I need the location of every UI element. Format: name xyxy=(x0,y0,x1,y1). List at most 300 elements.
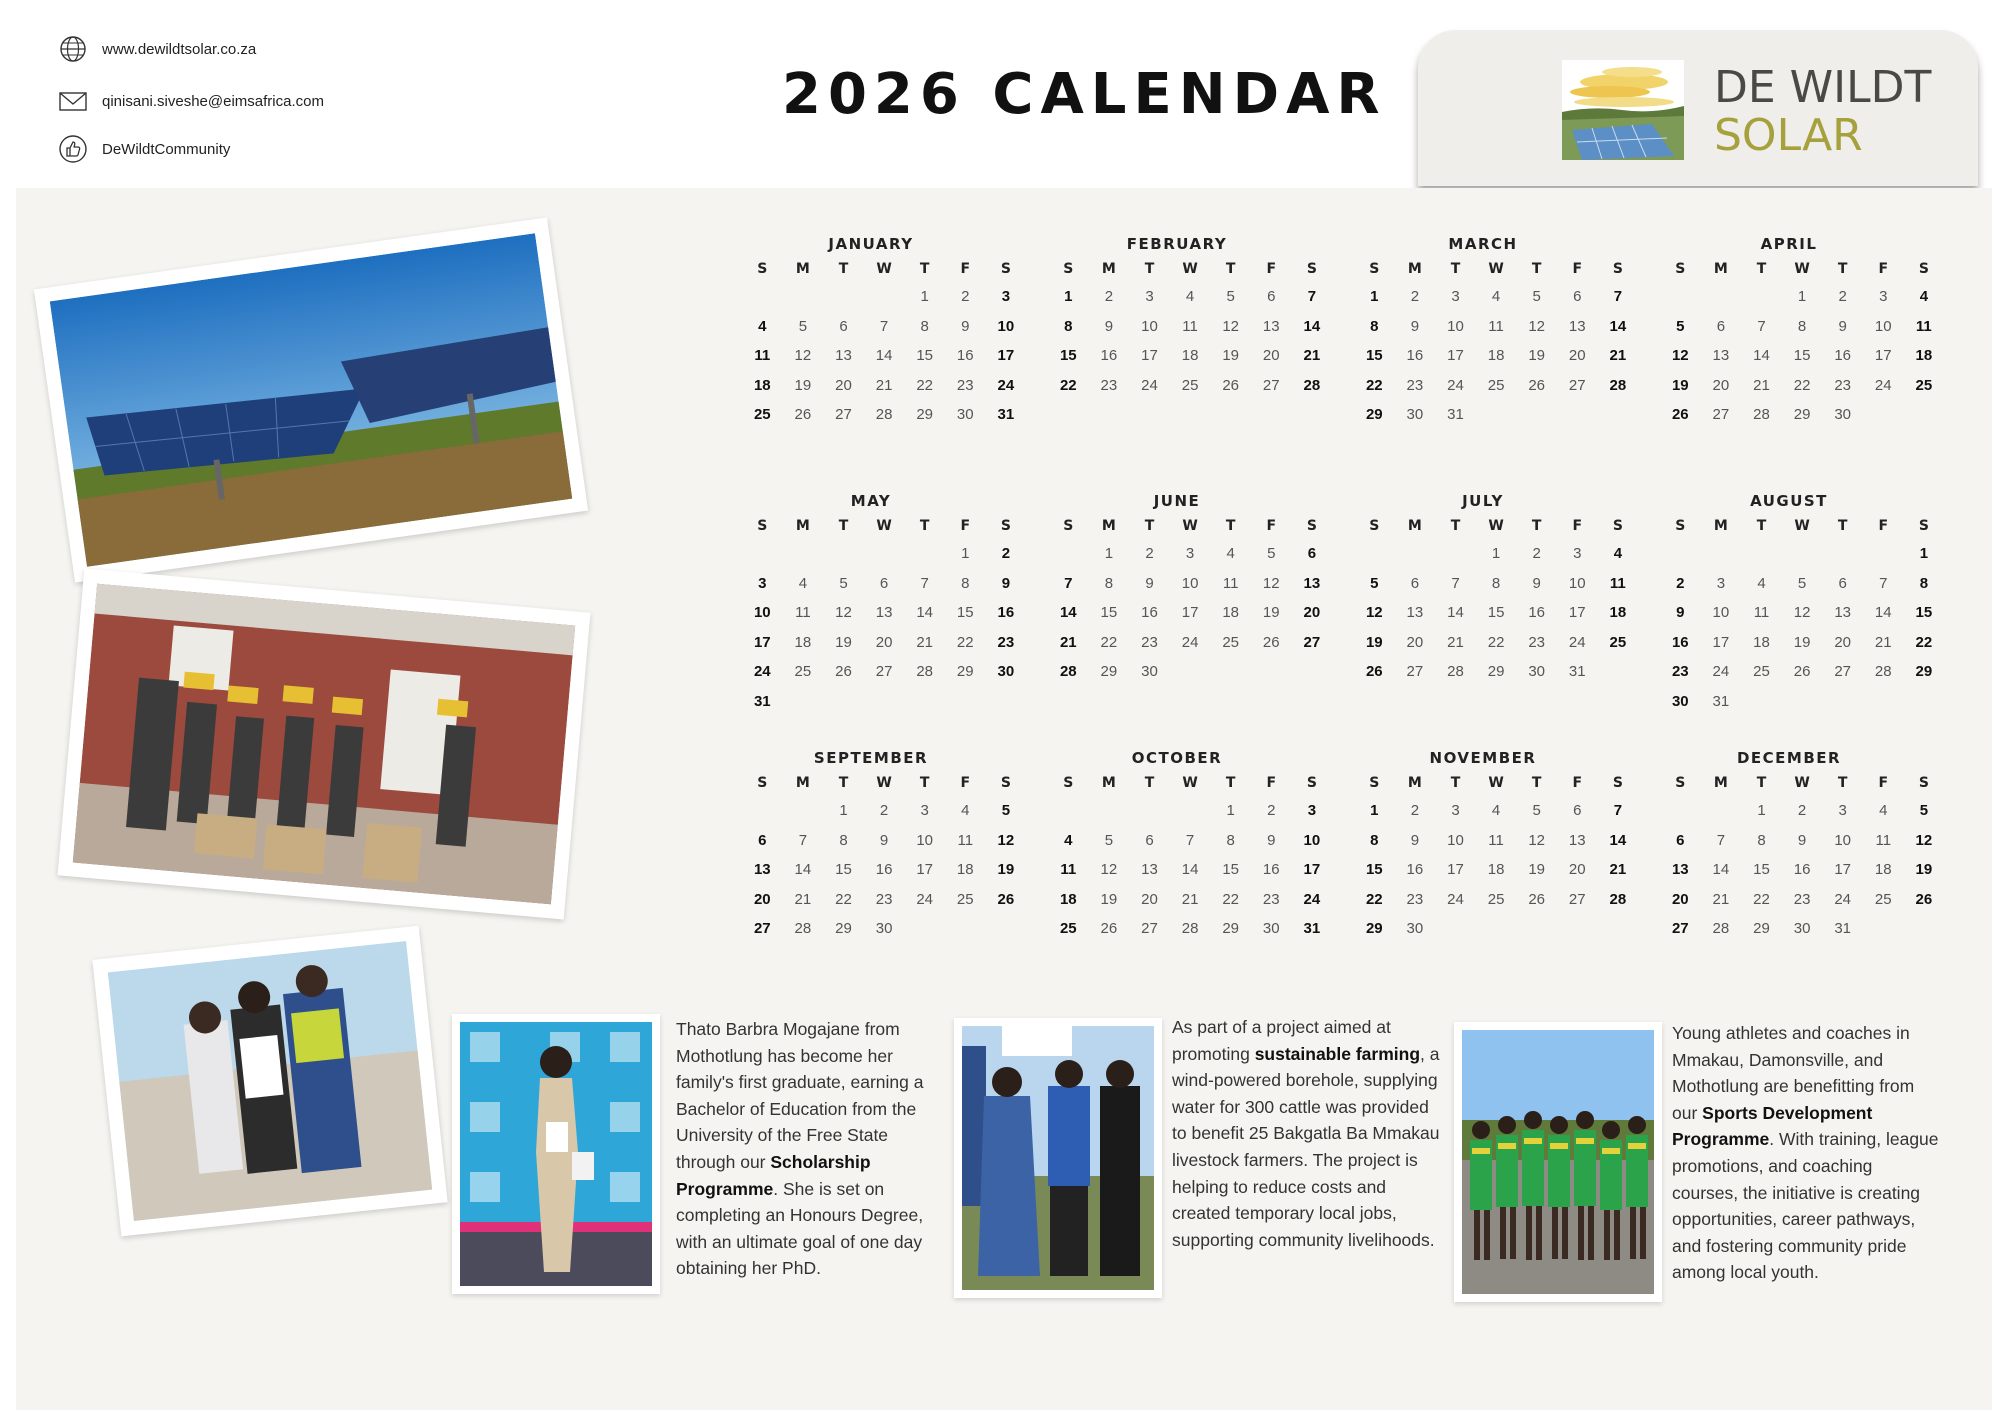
day-cell: 30 xyxy=(1406,920,1424,938)
day-cell: 15 xyxy=(1793,347,1811,365)
day-cell: 18 xyxy=(1181,347,1199,365)
day-cell: 10 xyxy=(1568,574,1586,592)
day-cell: 17 xyxy=(916,861,934,879)
month-grid xyxy=(1048,256,1321,400)
weekday-header: W xyxy=(1488,775,1504,791)
day-cell: 25 xyxy=(1059,920,1077,938)
weekday-header: T xyxy=(838,775,849,791)
day-cell: 19 xyxy=(1528,861,1546,879)
day-cell: 26 xyxy=(1222,376,1240,394)
day-cell: 21 xyxy=(1181,890,1199,908)
day-cell: 4 xyxy=(1757,574,1766,592)
day-cell: 27 xyxy=(1834,663,1852,681)
graduate-photo xyxy=(452,1014,660,1294)
day-cell: 29 xyxy=(1487,663,1505,681)
day-cell: 25 xyxy=(956,890,974,908)
day-cell: 10 xyxy=(997,317,1015,335)
weekday-header: M xyxy=(1713,518,1728,534)
day-cell: 6 xyxy=(1307,545,1317,562)
day-cell: 11 xyxy=(1060,861,1077,879)
day-cell: 8 xyxy=(1064,317,1073,335)
day-cell: 24 xyxy=(1834,890,1852,908)
day-cell: 15 xyxy=(1100,604,1118,622)
day-cell: 23 xyxy=(1528,633,1546,651)
weekday-header: W xyxy=(1182,261,1198,277)
day-cell: 8 xyxy=(1491,574,1501,592)
story-text: , a wind-powered borehole, supplying water for 300 cattle was provided to benefit 25 Bakgatla Ba Mmakau livestock farmers. The project is helping to reduce costs and created temporary local jobs, supporting community livelihoods. xyxy=(1172,1043,1440,1250)
day-cell: 22 xyxy=(1915,633,1933,651)
day-cell: 31 xyxy=(753,692,771,710)
day-cell: 21 xyxy=(1609,861,1627,879)
weekday-header: S xyxy=(1612,775,1623,791)
month-grid xyxy=(742,256,1015,430)
weekday-header: S xyxy=(1063,261,1074,277)
weekday-header: T xyxy=(1144,518,1155,534)
email-link[interactable]: qinisani.siveshe@eimsafrica.com xyxy=(102,92,324,110)
empty-day xyxy=(1660,282,1701,312)
day-cell: 22 xyxy=(956,633,974,651)
month-april xyxy=(1660,232,1933,430)
day-cell: 5 xyxy=(1532,802,1541,819)
month-name: MARCH xyxy=(1448,235,1518,253)
weekday-header: T xyxy=(919,775,930,791)
story-text: Thato Barbra Mogajane from Mothotlung has become her family's first graduate, earning a Bachelor of Education from the University of the Free State through our xyxy=(676,1019,924,1172)
weekday-header: S xyxy=(1918,261,1929,277)
empty-day xyxy=(1048,539,1089,569)
day-cell: 10 xyxy=(916,831,934,849)
day-cell: 13 xyxy=(1834,604,1852,622)
day-cell: 3 xyxy=(1001,288,1011,305)
day-cell: 13 xyxy=(1712,347,1730,365)
empty-day xyxy=(904,539,945,569)
day-cell: 12 xyxy=(835,604,852,622)
day-cell: 16 xyxy=(1406,347,1424,365)
day-cell: 8 xyxy=(961,574,970,592)
day-cell: 28 xyxy=(1874,663,1892,681)
empty-day xyxy=(1089,796,1130,826)
day-cell: 19 xyxy=(997,861,1015,879)
day-cell: 24 xyxy=(1712,663,1730,681)
day-cell: 30 xyxy=(1262,920,1280,938)
day-cell: 6 xyxy=(1676,831,1685,849)
day-cell: 4 xyxy=(1919,288,1929,305)
weekday-header: S xyxy=(1369,261,1380,277)
day-cell: 7 xyxy=(1716,831,1726,849)
logo-line-2: SOLAR xyxy=(1714,110,1863,161)
empty-day xyxy=(864,539,905,569)
day-cell: 14 xyxy=(1609,317,1627,335)
weekday-header: T xyxy=(838,261,849,277)
day-cell: 18 xyxy=(1609,604,1627,622)
day-cell: 18 xyxy=(794,633,812,651)
day-cell: 21 xyxy=(1447,633,1464,651)
day-cell: 19 xyxy=(1222,347,1240,365)
weekday-header: S xyxy=(1063,775,1074,791)
day-cell: 29 xyxy=(1793,406,1811,424)
story-farming xyxy=(1172,1014,1442,1253)
day-cell: 21 xyxy=(1303,347,1321,365)
weekday-header: M xyxy=(795,775,810,791)
day-cell: 5 xyxy=(1267,545,1276,562)
day-cell: 2 xyxy=(1145,545,1154,562)
weekday-header: W xyxy=(1794,261,1810,277)
day-cell: 2 xyxy=(1001,545,1011,562)
story-highlight: Scholarship Programme xyxy=(676,1151,871,1199)
day-cell: 6 xyxy=(1410,574,1420,592)
day-cell: 7 xyxy=(879,317,889,335)
empty-day xyxy=(742,796,783,826)
month-may xyxy=(742,489,1015,717)
day-cell: 23 xyxy=(1141,633,1158,651)
day-cell: 19 xyxy=(1100,890,1118,908)
month-name: JULY xyxy=(1462,492,1504,510)
day-cell: 23 xyxy=(956,376,974,394)
day-cell: 1 xyxy=(839,802,848,819)
day-cell: 28 xyxy=(794,920,812,938)
weekday-header: W xyxy=(876,261,892,277)
story-text: . She is set on completing an Honours Degree, with an ultimate goal of one day obtaining her PhD. xyxy=(676,1178,924,1279)
day-cell: 31 xyxy=(1303,920,1321,938)
weekday-header: S xyxy=(1612,518,1623,534)
day-cell: 7 xyxy=(920,574,929,592)
day-cell: 12 xyxy=(1365,604,1383,622)
day-cell: 21 xyxy=(1712,890,1730,908)
day-cell: 18 xyxy=(1487,347,1505,365)
day-cell: 9 xyxy=(1104,317,1114,335)
day-cell: 10 xyxy=(1834,831,1852,849)
empty-day xyxy=(1395,539,1436,569)
day-cell: 20 xyxy=(875,633,893,651)
day-cell: 7 xyxy=(798,831,808,849)
day-cell: 25 xyxy=(1609,633,1627,651)
weekday-header: M xyxy=(1407,261,1422,277)
day-cell: 11 xyxy=(1222,574,1239,592)
website-link[interactable]: www.dewildtsolar.co.za xyxy=(102,40,257,58)
day-cell: 6 xyxy=(758,831,767,849)
day-cell: 27 xyxy=(1262,376,1280,394)
day-cell: 7 xyxy=(1613,288,1623,305)
day-cell: 26 xyxy=(1528,890,1546,908)
day-cell: 7 xyxy=(1451,574,1460,592)
month-september xyxy=(742,746,1015,944)
day-cell: 20 xyxy=(1568,347,1586,365)
empty-day xyxy=(742,282,783,312)
month-name: FEBRUARY xyxy=(1126,235,1228,253)
weekday-header: T xyxy=(1225,261,1236,277)
day-cell: 1 xyxy=(1226,802,1235,819)
day-cell: 26 xyxy=(1915,890,1933,908)
weekday-header: T xyxy=(1837,518,1848,534)
day-cell: 5 xyxy=(1001,802,1011,819)
envelope-icon xyxy=(58,86,88,116)
day-cell: 24 xyxy=(1181,633,1199,651)
day-cell: 23 xyxy=(1793,890,1811,908)
day-cell: 29 xyxy=(1915,663,1933,681)
day-cell: 29 xyxy=(1753,920,1770,938)
day-cell: 5 xyxy=(1104,831,1114,849)
page-title: 2026 CALENDAR xyxy=(782,62,1387,127)
weekday-header: T xyxy=(1450,775,1461,791)
weekday-header: T xyxy=(1837,261,1848,277)
day-cell: 23 xyxy=(1100,376,1118,394)
day-cell: 21 xyxy=(794,890,812,908)
day-cell: 8 xyxy=(1104,574,1114,592)
day-cell: 19 xyxy=(835,633,852,651)
day-cell: 27 xyxy=(835,406,852,424)
day-cell: 19 xyxy=(1915,861,1933,879)
day-cell: 1 xyxy=(1370,802,1379,819)
day-cell: 14 xyxy=(1874,604,1892,622)
day-cell: 9 xyxy=(1410,317,1420,335)
empty-day xyxy=(1129,796,1170,826)
weekday-header: W xyxy=(1488,518,1504,534)
day-cell: 16 xyxy=(1141,604,1158,622)
day-cell: 18 xyxy=(1915,347,1933,365)
day-cell: 2 xyxy=(1104,288,1114,305)
day-cell: 22 xyxy=(835,890,852,908)
weekday-header: W xyxy=(1182,518,1198,534)
school-donation-photo xyxy=(58,568,591,919)
day-cell: 3 xyxy=(1451,802,1460,819)
weekday-header: T xyxy=(1144,775,1155,791)
month-name: JUNE xyxy=(1153,492,1201,510)
day-cell: 16 xyxy=(1671,633,1689,651)
day-cell: 3 xyxy=(758,574,767,592)
weekday-header: T xyxy=(1837,775,1848,791)
month-july xyxy=(1354,489,1627,687)
day-cell: 16 xyxy=(1406,861,1424,879)
day-cell: 23 xyxy=(1262,890,1280,908)
empty-day xyxy=(1741,282,1782,312)
day-cell: 12 xyxy=(1671,347,1689,365)
empty-day xyxy=(1863,539,1904,569)
weekday-header: F xyxy=(960,518,971,534)
day-cell: 20 xyxy=(753,890,771,908)
empty-day xyxy=(783,282,824,312)
day-cell: 17 xyxy=(1303,861,1321,879)
day-cell: 24 xyxy=(1874,376,1892,394)
website-contact[interactable] xyxy=(58,34,256,64)
day-cell: 23 xyxy=(1406,890,1424,908)
weekday-header: S xyxy=(1000,775,1011,791)
weekday-header: S xyxy=(1306,261,1317,277)
day-cell: 8 xyxy=(839,831,848,849)
day-cell: 15 xyxy=(1222,861,1240,879)
day-cell: 16 xyxy=(1100,347,1118,365)
day-cell: 29 xyxy=(956,663,974,681)
day-cell: 18 xyxy=(1753,633,1770,651)
day-cell: 27 xyxy=(1671,920,1689,938)
day-cell: 2 xyxy=(1838,288,1847,305)
weekday-header: F xyxy=(1572,518,1583,534)
day-cell: 27 xyxy=(1141,920,1158,938)
empty-day xyxy=(823,539,864,569)
day-cell: 12 xyxy=(1528,317,1546,335)
day-cell: 18 xyxy=(1874,861,1892,879)
day-cell: 3 xyxy=(1451,288,1460,305)
month-grid xyxy=(1660,256,1933,430)
day-cell: 10 xyxy=(1712,604,1730,622)
day-cell: 15 xyxy=(916,347,934,365)
weekday-header: F xyxy=(1266,518,1277,534)
day-cell: 18 xyxy=(1487,861,1505,879)
day-cell: 28 xyxy=(1712,920,1730,938)
day-cell: 27 xyxy=(1406,663,1424,681)
weekday-header: S xyxy=(757,518,768,534)
weekday-header: S xyxy=(1675,775,1686,791)
day-cell: 9 xyxy=(1145,574,1154,592)
day-cell: 14 xyxy=(916,604,934,622)
day-cell: 29 xyxy=(1365,406,1383,424)
story-text: Young athletes and coaches in Mmakau, Damonsville, and Mothotlung are benefitting from our xyxy=(1672,1023,1915,1123)
day-cell: 4 xyxy=(1491,802,1501,819)
day-cell: 23 xyxy=(1406,376,1424,394)
logo-card xyxy=(1418,30,1978,186)
day-cell: 15 xyxy=(956,604,974,622)
month-grid xyxy=(1048,513,1321,687)
day-cell: 12 xyxy=(997,831,1015,849)
weekday-header: F xyxy=(1878,518,1889,534)
day-cell: 19 xyxy=(1365,633,1383,651)
day-cell: 7 xyxy=(1879,574,1888,592)
day-cell: 14 xyxy=(1712,861,1730,879)
day-cell: 17 xyxy=(997,347,1015,365)
day-cell: 14 xyxy=(1609,831,1627,849)
weekday-header: F xyxy=(1878,261,1889,277)
day-cell: 3 xyxy=(1185,545,1195,562)
day-cell: 16 xyxy=(997,604,1015,622)
day-cell: 6 xyxy=(839,317,848,335)
weekday-header: F xyxy=(1266,775,1277,791)
day-cell: 24 xyxy=(1447,890,1464,908)
day-cell: 11 xyxy=(1915,317,1932,335)
day-cell: 1 xyxy=(1064,288,1073,305)
day-cell: 15 xyxy=(1487,604,1505,622)
weekday-header: S xyxy=(757,261,768,277)
day-cell: 6 xyxy=(1573,802,1582,819)
day-cell: 2 xyxy=(1797,802,1807,819)
day-cell: 19 xyxy=(1262,604,1280,622)
empty-day xyxy=(1435,539,1476,569)
day-cell: 2 xyxy=(961,288,970,305)
day-cell: 20 xyxy=(1141,890,1158,908)
day-cell: 13 xyxy=(835,347,852,365)
day-cell: 2 xyxy=(1532,545,1541,562)
day-cell: 19 xyxy=(1671,376,1689,394)
weekday-header: T xyxy=(1531,518,1542,534)
day-cell: 18 xyxy=(956,861,974,879)
month-name: AUGUST xyxy=(1750,492,1828,510)
facebook-handle[interactable]: DeWildtCommunity xyxy=(102,140,231,158)
empty-day xyxy=(1048,796,1089,826)
day-cell: 4 xyxy=(1879,802,1888,819)
weekday-header: W xyxy=(1488,261,1504,277)
day-cell: 23 xyxy=(1834,376,1852,394)
weekday-header: T xyxy=(838,518,849,534)
day-cell: 28 xyxy=(1753,406,1770,424)
empty-day xyxy=(783,539,824,569)
weekday-header: M xyxy=(1407,518,1422,534)
day-cell: 17 xyxy=(1447,347,1464,365)
story-highlight: Sports Development Programme xyxy=(1672,1102,1873,1150)
day-cell: 6 xyxy=(1573,288,1582,305)
day-cell: 13 xyxy=(1671,861,1689,879)
empty-day xyxy=(1660,796,1701,826)
day-cell: 17 xyxy=(1141,347,1158,365)
day-cell: 12 xyxy=(1262,574,1280,592)
month-december xyxy=(1660,746,1933,944)
day-cell: 3 xyxy=(1838,802,1847,819)
day-cell: 11 xyxy=(1753,604,1770,622)
day-cell: 31 xyxy=(1447,406,1464,424)
day-cell: 28 xyxy=(1303,376,1321,394)
month-name: NOVEMBER xyxy=(1429,749,1537,767)
day-cell: 8 xyxy=(1226,831,1235,849)
day-cell: 15 xyxy=(1753,861,1770,879)
day-cell: 5 xyxy=(1532,288,1541,305)
day-cell: 22 xyxy=(1487,633,1505,651)
day-cell: 2 xyxy=(879,802,889,819)
day-cell: 7 xyxy=(1064,574,1073,592)
day-cell: 29 xyxy=(916,406,934,424)
day-cell: 22 xyxy=(1753,890,1770,908)
day-cell: 9 xyxy=(1838,317,1847,335)
day-cell: 24 xyxy=(1447,376,1464,394)
day-cell: 25 xyxy=(794,663,812,681)
month-name: OCTOBER xyxy=(1131,749,1223,767)
day-cell: 25 xyxy=(753,406,771,424)
month-october xyxy=(1048,746,1321,944)
day-cell: 26 xyxy=(794,406,812,424)
day-cell: 10 xyxy=(1181,574,1199,592)
day-cell: 13 xyxy=(1568,831,1586,849)
day-cell: 5 xyxy=(839,574,848,592)
day-cell: 30 xyxy=(956,406,974,424)
day-cell: 11 xyxy=(754,347,771,365)
day-cell: 21 xyxy=(1609,347,1627,365)
day-cell: 14 xyxy=(1303,317,1321,335)
weekday-header: W xyxy=(1182,775,1198,791)
weekday-header: S xyxy=(1675,518,1686,534)
day-cell: 3 xyxy=(1716,574,1726,592)
day-cell: 12 xyxy=(794,347,812,365)
weekday-header: T xyxy=(919,261,930,277)
month-grid xyxy=(1660,513,1933,717)
day-cell: 21 xyxy=(1753,376,1770,394)
email-contact[interactable] xyxy=(58,86,324,116)
day-cell: 12 xyxy=(1222,317,1240,335)
weekday-header: M xyxy=(1101,518,1116,534)
day-cell: 15 xyxy=(1365,347,1383,365)
weekday-header: M xyxy=(795,261,810,277)
day-cell: 27 xyxy=(1568,376,1586,394)
day-cell: 26 xyxy=(1671,406,1689,424)
day-cell: 9 xyxy=(1676,604,1685,622)
day-cell: 30 xyxy=(1406,406,1424,424)
day-cell: 1 xyxy=(1491,545,1501,562)
day-cell: 25 xyxy=(1915,376,1933,394)
day-cell: 11 xyxy=(1488,317,1504,335)
weekday-header: F xyxy=(1266,261,1277,277)
weekday-header: S xyxy=(1063,518,1074,534)
day-cell: 13 xyxy=(1568,317,1586,335)
facebook-contact[interactable] xyxy=(58,134,230,164)
day-cell: 14 xyxy=(794,861,812,879)
day-cell: 30 xyxy=(1834,406,1852,424)
day-cell: 15 xyxy=(1059,347,1077,365)
weekday-header: M xyxy=(1407,775,1422,791)
day-cell: 22 xyxy=(1100,633,1118,651)
